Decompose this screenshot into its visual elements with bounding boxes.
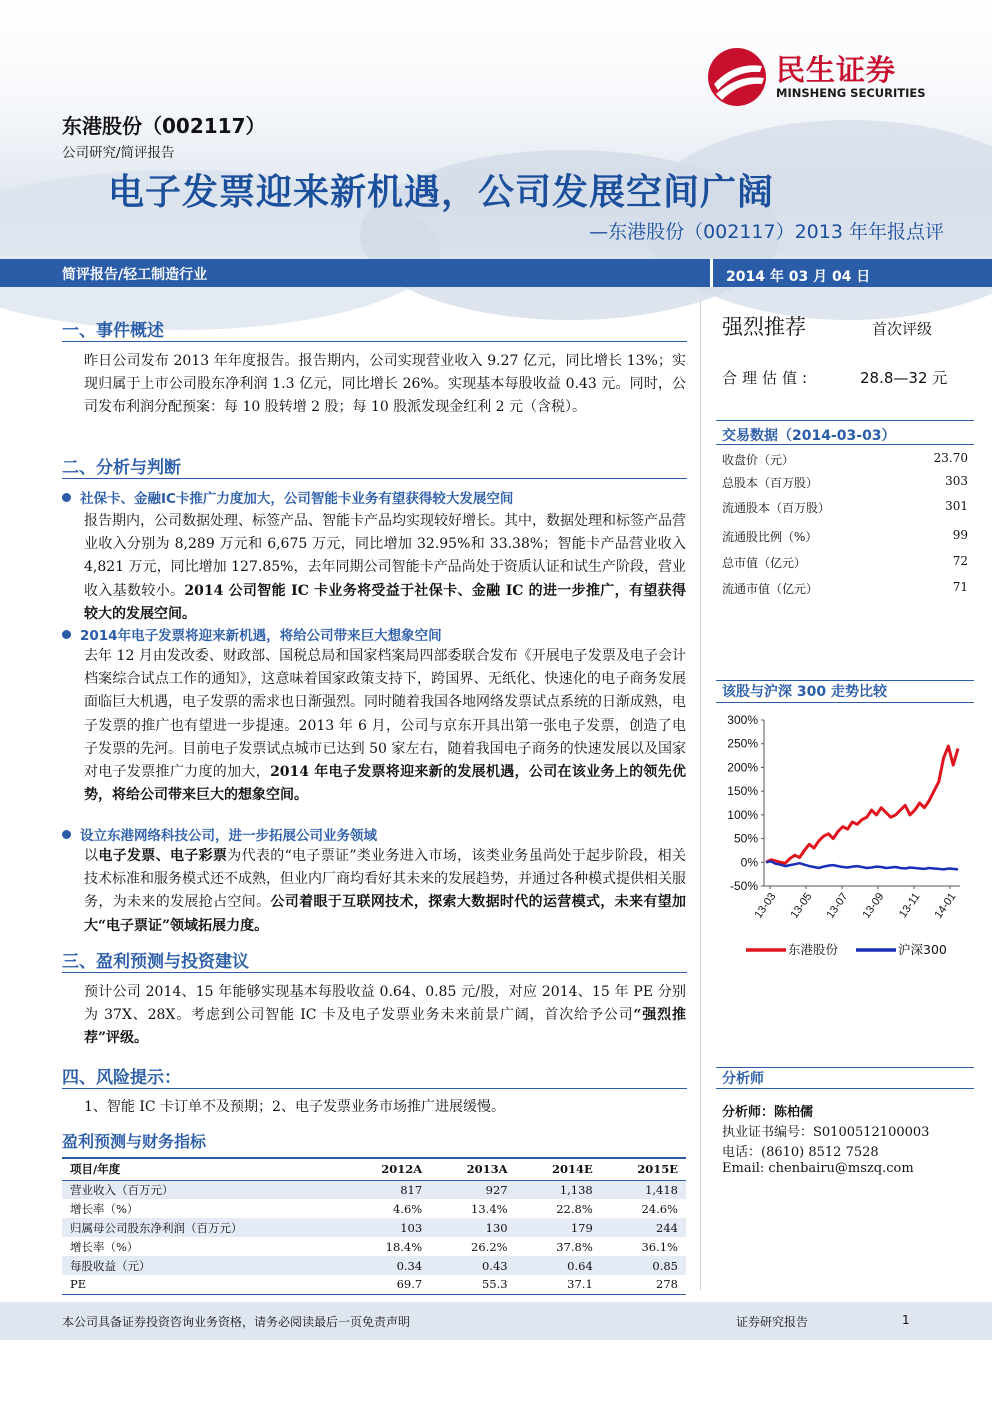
valuation-label: 合理估值: — [722, 369, 813, 387]
table-cell: 每股收益（元） — [62, 1256, 345, 1275]
bullet-text: 为代表的“电子票证”类业务进入市场，该类业务虽尚处于起步阶段，相关技术标准和服务模式还不成熟，但业内厂商均看好其未来的发展趋势，并通过各种模式提供相关服务，为未来的发展抢占空间。 — [84, 848, 686, 911]
bullet-bold-text: 2014 年电子发票将迎来新的发展机遇，公司在该业务上的领先优势，将给公司带来巨大的想象空间。 — [84, 764, 687, 804]
table-row — [62, 1237, 686, 1256]
bullet-text: 以 — [84, 848, 99, 864]
bullet-heading-1 — [62, 487, 513, 507]
chart-x-tick-label: 13-05 — [788, 890, 815, 921]
table-header-cell: 2012A — [345, 1158, 430, 1180]
trade-row — [722, 580, 968, 597]
minsheng-logo — [706, 46, 938, 108]
table-header-cell: 2013A — [430, 1158, 515, 1180]
table-cell: 244 — [601, 1218, 686, 1237]
trade-row — [722, 451, 968, 468]
table-cell: PE — [62, 1275, 345, 1294]
bullet-bold-text: 电子发票、电子彩票 — [98, 848, 228, 864]
section-rule — [62, 1088, 687, 1089]
analyst-phone: 电话：(8610) 8512 7528 — [722, 1145, 879, 1160]
chart-x-tick-label: 13-07 — [824, 890, 851, 921]
trade-row — [722, 499, 968, 516]
band-separator — [710, 259, 713, 287]
table-row — [62, 1256, 686, 1275]
table-header-cell: 2015E — [601, 1158, 686, 1180]
bullet-paragraph-3 — [84, 845, 686, 938]
table-cell: 13.4% — [471, 1201, 508, 1216]
trade-label: 流通市值（亿元） — [722, 582, 819, 596]
trade-value: 301 — [945, 499, 968, 513]
chart-y-tick-label: 250% — [727, 736, 758, 751]
chart-legend-label: 东港股份 — [788, 942, 839, 957]
trade-row — [722, 554, 968, 571]
financial-table-title: 盈利预测与财务指标 — [62, 1132, 207, 1151]
table-cell: 927 — [430, 1180, 515, 1199]
chart-y-tick-label: 50% — [733, 831, 758, 846]
analyst-email[interactable]: Email: chenbairu@mszq.com — [722, 1161, 914, 1176]
trade-label: 流通股比例（%） — [722, 530, 818, 544]
chart-y-tick-label: 200% — [727, 760, 758, 775]
section-heading-1: 一、事件概述 — [62, 321, 164, 341]
trade-row — [722, 528, 968, 545]
bullet-text: 去年 12 月由发改委、财政部、国税总局和国家档案局四部委联合发布《开展电子发票及电子会计档案综合试点工作的通知》，这意味着国家政策支持下，跨国界、无纸化、快速化的电子商务发展面临巨大机遇，电子发票的需求也日渐强烈。同时随着我国各地网络发票试点系统的日渐成熟，电子发票的推广也有望进一步提速。2013 年 6 月，公司与京东开具出第一张电子发票，创造了电子发票的先河。目前电子发票试点城市已达到 50 家左右，随着我国电子商务的快速发展以及国家对电子发票推广力度的加大， — [84, 648, 686, 781]
column-divider — [700, 300, 701, 1290]
analyst-cert: 执业证书编号：S0100512100003 — [722, 1125, 930, 1140]
table-cell: 69.7 — [345, 1275, 430, 1294]
footer-disclaimer: 本公司具备证券投资咨询业务资格，请务必阅读最后一页免责声明 — [62, 1315, 411, 1329]
chart-y-tick-label: 300% — [727, 713, 758, 727]
analyst-name: 分析师：陈柏儒 — [722, 1105, 814, 1120]
bullet-text: 报告期内，公司数据处理、标签产品、智能卡产品均实现较好增长。其中，数据处理和标签产品营业收入分别为 8,289 万元和 6,675 万元，同比增加 32.95%和 33.38%；智能卡产品营业收入 4,821 万元，同比增加 127.85%，去年同期公司智能卡产品尚处于资质认证和试生产阶段，营业收入基数较小。 — [84, 513, 686, 599]
chart-series-line — [766, 746, 958, 863]
chart-legend-label: 沪深300 — [898, 942, 947, 957]
table-cell: 103 — [345, 1218, 430, 1237]
bullet-bold-text: 2014 公司智能 IC 卡业务将受益于社保卡、金融 IC 的进一步推广，有望获得较大的发展空间。 — [84, 582, 687, 622]
table-cell: 36.1% — [641, 1239, 678, 1254]
bullet-dot-icon — [62, 830, 71, 839]
report-date: 2014 年 03 月 04 日 — [726, 269, 871, 285]
chart-title: 该股与沪深 300 走势比较 — [722, 684, 887, 700]
bullet-paragraph-2 — [84, 645, 686, 807]
sidebar-rule — [716, 1088, 974, 1089]
trade-value: 23.70 — [933, 451, 968, 465]
chart-x-tick-label: 13-09 — [860, 890, 887, 921]
bullet-heading-2 — [62, 624, 442, 644]
table-row — [62, 1180, 686, 1199]
footer-label: 证券研究报告 — [736, 1315, 809, 1329]
chart-y-tick-label: 150% — [727, 784, 758, 799]
table-cell: 817 — [345, 1180, 430, 1199]
bullet-dot-icon — [62, 493, 71, 502]
chart-x-tick-label: 13-11 — [896, 890, 923, 921]
forecast-body: 预计公司 2014、15 年能够实现基本每股收益 0.64、0.85 元/股，对应 2014、15 年 PE 分别为 37X、28X。考虑到公司智能 IC 卡及电子发票业务未来前景广阔，首次给予公司 — [84, 984, 686, 1024]
report-type: 公司研究/简评报告 — [62, 145, 175, 161]
table-row — [62, 1275, 686, 1294]
table-cell: 179 — [516, 1218, 601, 1237]
report-title: 电子发票迎来新机遇，公司发展空间广阔 — [108, 172, 775, 213]
financial-table — [62, 1157, 686, 1295]
forecast-rating: “强烈推荐”评级。 — [84, 1007, 686, 1047]
table-cell: 26.2% — [471, 1239, 508, 1254]
sidebar-rule — [716, 444, 974, 445]
table-cell: 130 — [430, 1218, 515, 1237]
table-cell: 0.85 — [601, 1256, 686, 1275]
bullet-heading-text: 社保卡、金融IC卡推广力度加大，公司智能卡业务有望获得较大发展空间 — [80, 491, 514, 507]
bullet-dot-icon — [62, 630, 71, 639]
trade-row — [722, 474, 968, 491]
table-cell: 278 — [601, 1275, 686, 1294]
trade-data-title: 交易数据（2014-03-03） — [722, 428, 896, 444]
bullet-paragraph-1 — [84, 510, 686, 626]
analyst-section-title: 分析师 — [722, 1071, 764, 1087]
table-cell: 1,138 — [516, 1180, 601, 1199]
table-cell: 1,418 — [601, 1180, 686, 1199]
chart-series-line — [766, 861, 958, 869]
chart-y-tick-label: -50% — [729, 879, 758, 893]
trade-label: 总股本（百万股） — [722, 476, 819, 490]
table-cell: 37.1 — [516, 1275, 601, 1294]
page-number: 1 — [902, 1313, 910, 1327]
table-cell: 37.8% — [556, 1239, 593, 1254]
bullet-heading-3 — [62, 824, 377, 844]
section-rule — [62, 478, 687, 479]
trade-label: 流通股本（百万股） — [722, 501, 831, 515]
table-cell: 0.43 — [430, 1256, 515, 1275]
chart-x-tick-label: 14-01 — [932, 890, 959, 921]
table-header-cell: 项目/年度 — [62, 1158, 345, 1180]
table-cell: 营业收入（百万元） — [62, 1180, 345, 1199]
rating-label: 强烈推荐 — [722, 315, 806, 339]
table-cell: 0.64 — [516, 1256, 601, 1275]
chart-y-tick-label: 100% — [727, 807, 758, 822]
table-cell: 归属母公司股东净利润（百万元） — [62, 1218, 345, 1237]
bullet-heading-text: 设立东港网络科技公司，进一步拓展公司业务领域 — [80, 828, 377, 844]
table-header-cell: 2014E — [516, 1158, 601, 1180]
logo-text-cn: 民生证券 — [776, 53, 897, 87]
bullet-bold-text: 公司着眼于互联网技术，探索大数据时代的运营模式，未来有望加大“电子票证”领域拓展力度。 — [84, 894, 687, 934]
minsheng-logo-icon — [706, 46, 770, 108]
table-cell: 4.6% — [392, 1201, 423, 1216]
section-rule — [62, 341, 687, 342]
table-cell: 0.34 — [345, 1256, 430, 1275]
table-cell: 18.4% — [385, 1239, 423, 1254]
trend-chart — [716, 708, 978, 970]
trade-label: 总市值（亿元） — [722, 556, 807, 570]
trade-value: 72 — [952, 554, 968, 568]
risk-text: 1、智能 IC 卡订单不及预期；2、电子发票业务市场推广进展缓慢。 — [84, 1099, 505, 1115]
valuation-value: 28.8—32 元 — [860, 369, 948, 387]
trade-value: 99 — [952, 528, 968, 542]
forecast-text — [84, 981, 686, 1051]
section-heading-3: 三、盈利预测与投资建议 — [62, 952, 249, 972]
table-cell: 55.3 — [430, 1275, 515, 1294]
rating-type: 首次评级 — [872, 320, 933, 338]
company-name: 东港股份（002117） — [62, 114, 266, 138]
chart-y-tick-label: 0% — [740, 855, 758, 870]
table-cell: 增长率（%） — [70, 1201, 139, 1216]
table-cell: 22.8% — [556, 1201, 593, 1216]
event-summary-text: 昨日公司发布 2013 年年度报告。报告期内，公司实现营业收入 9.27 亿元，同比增长 13%；实现归属于上市公司股东净利润 1.3 亿元，同比增长 26%。实现基本每股收益 0.43 元。同时，公司发布利润分配预案：每 10 股转增 2 股；每 10 股派发现金红利 2 元（含税）。 — [84, 353, 686, 416]
table-row — [62, 1199, 686, 1218]
category-label: 简评报告/轻工制造行业 — [62, 267, 208, 283]
trade-value: 303 — [945, 474, 968, 488]
sidebar-rule — [716, 702, 974, 703]
table-row — [62, 1218, 686, 1237]
chart-x-tick-label: 13-03 — [752, 890, 779, 921]
table-cell: 增长率（%） — [70, 1239, 139, 1254]
section-heading-2: 二、分析与判断 — [62, 458, 181, 478]
sidebar-rule — [716, 420, 974, 421]
trade-value: 71 — [952, 580, 968, 594]
section-heading-4: 四、风险提示： — [62, 1068, 181, 1088]
bullet-heading-text: 2014年电子发票将迎来新机遇，将给公司带来巨大想象空间 — [80, 628, 442, 644]
logo-text-en: MINSHENG SECURITIES — [776, 86, 926, 100]
report-subtitle: —东港股份（002117）2013 年年报点评 — [589, 221, 944, 243]
section-rule — [62, 972, 687, 973]
table-header-row — [62, 1158, 686, 1180]
table-cell: 24.6% — [641, 1201, 678, 1216]
trade-label: 收盘价（元） — [722, 453, 795, 467]
